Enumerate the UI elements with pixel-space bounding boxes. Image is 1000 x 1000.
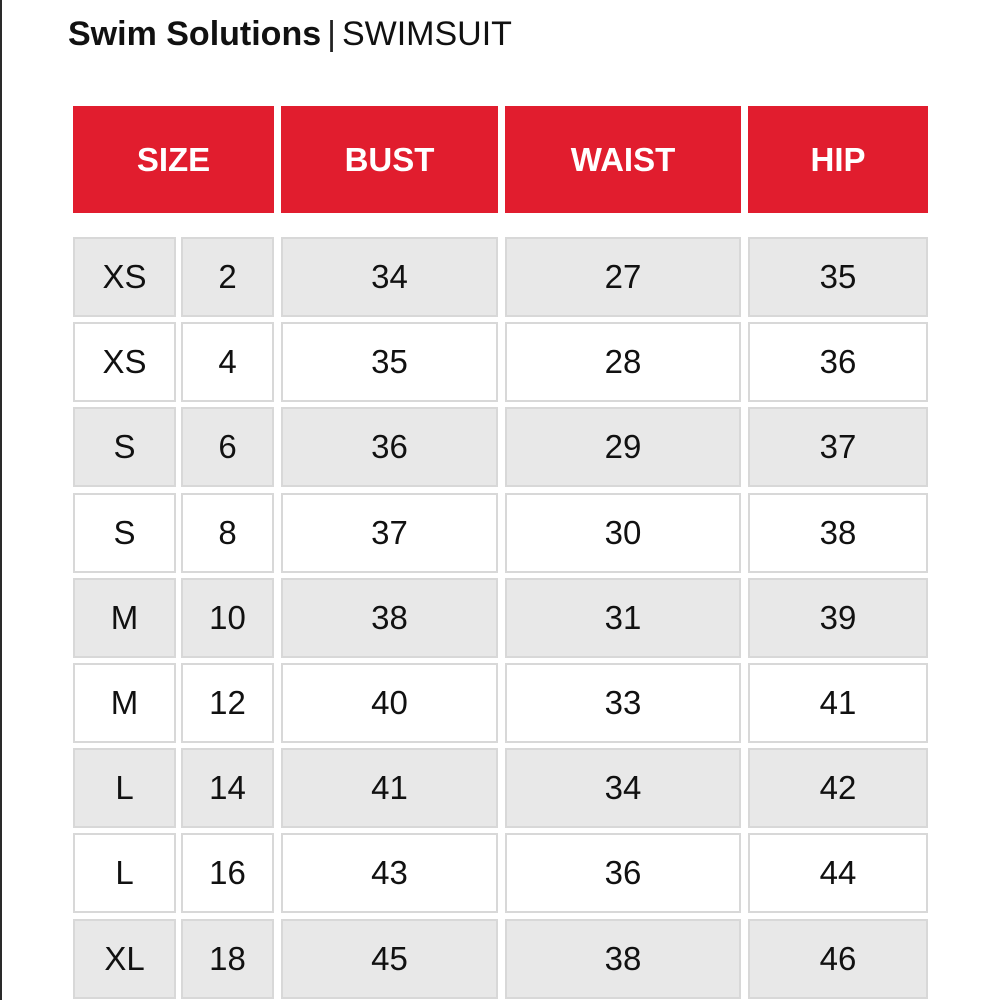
cell-size-letter: XS [73, 322, 176, 402]
cell-hip: 42 [748, 748, 928, 828]
cell-waist: 31 [505, 578, 741, 658]
cell-size-number: 8 [181, 493, 274, 573]
cell-size-number: 16 [181, 833, 274, 913]
cell-size-letter: M [73, 578, 176, 658]
cell-bust: 38 [281, 578, 498, 658]
header-bust: BUST [281, 106, 498, 213]
cell-waist: 29 [505, 407, 741, 487]
cell-bust: 40 [281, 663, 498, 743]
cell-hip: 41 [748, 663, 928, 743]
cell-bust: 37 [281, 493, 498, 573]
cell-hip: 37 [748, 407, 928, 487]
cell-waist: 30 [505, 493, 741, 573]
cell-bust: 36 [281, 407, 498, 487]
cell-hip: 39 [748, 578, 928, 658]
cell-size-number: 10 [181, 578, 274, 658]
cell-hip: 36 [748, 322, 928, 402]
cell-waist: 28 [505, 322, 741, 402]
cell-size-letter: XL [73, 919, 176, 999]
cell-size-number: 6 [181, 407, 274, 487]
cell-bust: 35 [281, 322, 498, 402]
cell-hip: 44 [748, 833, 928, 913]
cell-waist: 36 [505, 833, 741, 913]
left-edge-line [0, 0, 2, 1000]
cell-size-letter: L [73, 748, 176, 828]
cell-bust: 45 [281, 919, 498, 999]
cell-size-number: 12 [181, 663, 274, 743]
cell-size-number: 18 [181, 919, 274, 999]
cell-size-letter: L [73, 833, 176, 913]
cell-bust: 41 [281, 748, 498, 828]
cell-size-letter: XS [73, 237, 176, 317]
cell-size-number: 4 [181, 322, 274, 402]
header-size: SIZE [73, 106, 274, 213]
cell-size-number: 14 [181, 748, 274, 828]
header-waist: WAIST [505, 106, 741, 213]
cell-hip: 38 [748, 493, 928, 573]
page-title [68, 12, 512, 56]
cell-bust: 34 [281, 237, 498, 317]
cell-size-letter: M [73, 663, 176, 743]
cell-size-letter: S [73, 493, 176, 573]
brand-name: Swim Solutions [68, 15, 322, 53]
cell-hip: 35 [748, 237, 928, 317]
cell-waist: 27 [505, 237, 741, 317]
header-hip: HIP [748, 106, 928, 213]
cell-size-letter: S [73, 407, 176, 487]
cell-size-number: 2 [181, 237, 274, 317]
cell-waist: 33 [505, 663, 741, 743]
cell-hip: 46 [748, 919, 928, 999]
product-type: SWIMSUIT [341, 15, 512, 53]
cell-waist: 38 [505, 919, 741, 999]
cell-bust: 43 [281, 833, 498, 913]
cell-waist: 34 [505, 748, 741, 828]
title-separator: | [327, 15, 336, 53]
